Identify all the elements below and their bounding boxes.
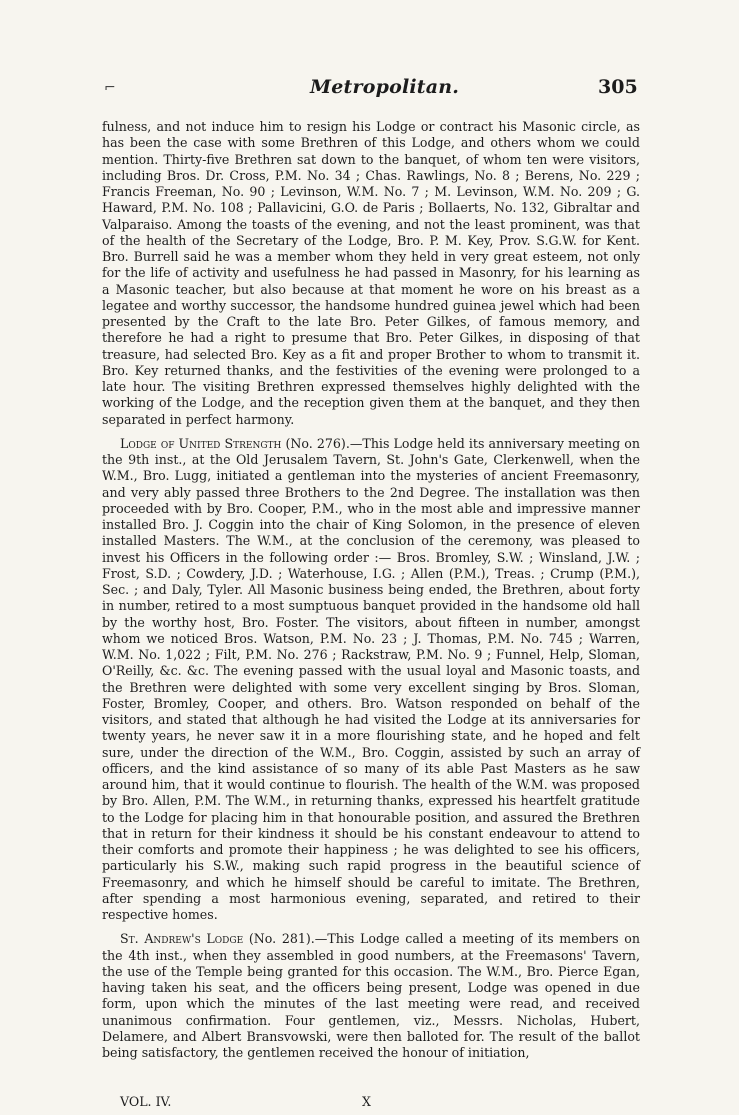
paragraph-3 xyxy=(102,931,640,1061)
signature-mark: X xyxy=(362,1094,371,1109)
article-body xyxy=(102,119,640,1069)
paragraph-2-text: (No. 276).—This Lodge held its anniversary meeting on the 9th inst., at the Old Jerusalem Tavern, St. John's Gate, Clerkenwell, when the W.M., Bro. Lugg, initiated a gentleman into the mysteries of ancient Freemasonry, and very ably passed three Brothers to the 2nd Degree. The installation was then proceeded with by Bro. Cooper, P.M., who in the most able and impressive manner installed Bro. J. Coggin into the chair of King Solomon, in the presence of eleven installed Masters. The W.M., at the conclusion of the ceremony, was pleased to invest his Officers in the following order :— Bros. Bromley, S.W. ; Winsland, J.W. ; Frost, S.D. ; Cowdery, J.D. ; Waterhouse, I.G. ; Allen (P.M.), Treas. ; Crump (P.M.), Sec. ; and Daly, Tyler. All Masonic business being ended, the Brethren, about forty in number, retired to a most sumptuous banquet provided in the handsome old hall by the worthy host, Bro. Foster. The visitors, about fifteen in number, amongst whom we noticed Bros. Watson, P.M. No. 23 ; J. Thomas, P.M. No. 745 ; Warren, W.M. No. 1,022 ; Filt, P.M. No. 276 ; Rackstraw, P.M. No. 9 ; Funnel, Help, Sloman, O'Reilly, &c. &c. The evening passed with the usual loyal and Masonic toasts, and the Brethren were delighted with some very excellent singing by Bros. Sloman, Foster, Bromley, Cooper, and others. Bro. Watson responded on behalf of the visitors, and stated that although he had visited the Lodge at its anniversaries for twenty years, he never saw it in a more flourishing state, and he hoped and felt sure, under the direction of the W.M., Bro. Coggin, assisted by such an array of officers, and the kind assistance of so many of its able Past Masters as he saw around him, that it would continue to flourish. The health of the W.M. was proposed by Bro. Allen, P.M. The W.M., in returning thanks, expressed his heartfelt gratitude to the Lodge for placing him in that honourable position, and assured the Brethren that in return for their kindness it should be his constant endeavour to attend to their comforts and promote their happiness ; he was delighted to see his officers, particularly his S.W., making such rapid progress in the beautiful science of Freemasonry, and which he himself should be careful to imitate. The Brethren, after spending a most harmonious evening, separated, and retired to their respective homes. xyxy=(102,435,640,922)
margin-mark: ⌐ xyxy=(104,80,116,96)
page-number: 305 xyxy=(598,76,638,98)
lodge-heading-st-andrews: St. Andrew's Lodge xyxy=(120,931,244,947)
running-title: Metropolitan. xyxy=(310,76,460,98)
volume-label: VOL. IV. xyxy=(120,1094,172,1109)
lodge-heading-united-strength: Lodge of United Strength xyxy=(120,435,282,451)
paragraph-1 xyxy=(102,119,640,428)
paragraph-3-text: (No. 281).—This Lodge called a meeting of its members on the 4th inst., when they assembled in good numbers, at the Freemasons' Tavern, the use of the Temple being granted for this occasion. The W.M., Bro. Pierce Egan, having taken his seat, and the officers being present, Lodge was opened in due form, upon which the minutes of the last meeting were read, and received unanimous confirmation. Four gentlemen, viz., Messrs. Nicholas, Hubert, Delamere, and Albert Bransvowski, were then balloted for. The result of the ballot being satisfactory, the gentlemen received the honour of initiation, xyxy=(102,931,640,1060)
paragraph-2 xyxy=(102,436,640,924)
paragraph-1-text: fulness, and not induce him to resign his Lodge or contract his Masonic circle, as has been the case with some Brethren of this Lodge, and others whom we could mention. Thirty-five Brethren sat down to the banquet, of whom ten were visitors, including Bros. Dr. Cross, P.M. No. 34 ; Chas. Rawlings, No. 8 ; Berens, No. 229 ; Francis Freeman, No. 90 ; Levinson, W.M. No. 7 ; M. Levinson, W.M. No. 209 ; G. Haward, P.M. No. 108 ; Pallavicini, G.O. de Paris ; Bollaerts, No. 132, Gibraltar and Valparaiso. Among the toasts of the evening, and not the least prominent, was that of the health of the Secretary of the Lodge, Bro. P. M. Key, Prov. S.G.W. for Kent. Bro. Burrell said he was a member whom they held in very great esteem, not only for the life of activity and usefulness he had passed in Masonry, for his learning as a Masonic teacher, but also because at that moment he wore on his breast as a legatee and worthy successor, the handsome hundred guinea jewel which had been presented by the Craft to the late Bro. Peter Gilkes, of famous memory, and therefore he had a right to presume that Bro. Peter Gilkes, in disposing of that treasure, had selected Bro. Key as a fit and proper Brother to whom to transmit it. Bro. Key returned thanks, and the festivities of the evening were prolonged to a late hour. The visiting Brethren expressed themselves highly delighted with the working of the Lodge, and the reception given them at the banquet, and they then separated in perfect harmony. xyxy=(102,119,640,427)
